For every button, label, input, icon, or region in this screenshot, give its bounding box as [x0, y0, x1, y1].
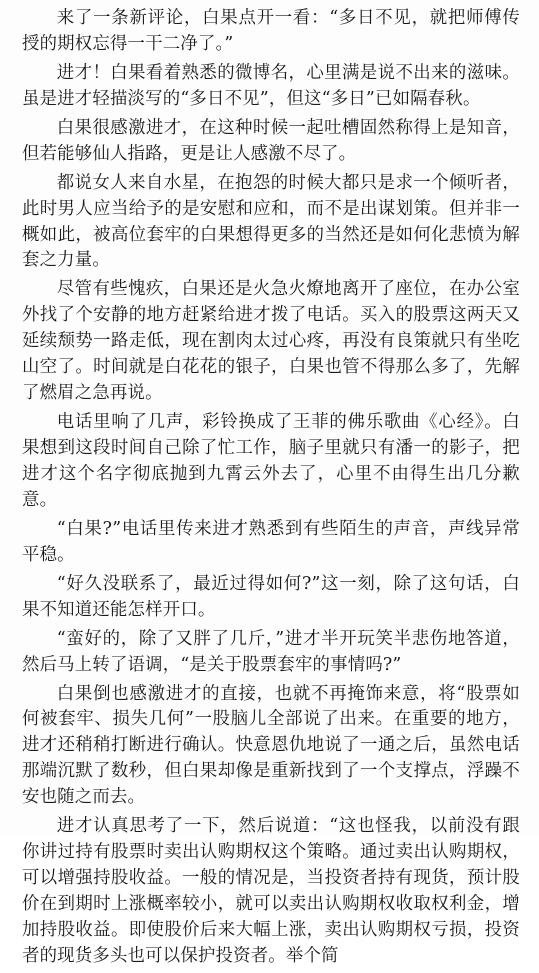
paragraph: 都说女人来自水星，在抱怨的时候大都只是求一个倾听者，此时男人应当给予的是安慰和应和，而不是出谋划策。但并非一概如此，被高位套牢的白果想得更多的当然还是如何化悲愤为解套之力量。 [22, 172, 520, 271]
paragraph: 电话里响了几声，彩铃换成了王菲的佛乐歌曲《心经》。白果想到这段时间自己除了忙工作，脑子里就只有潘一的影子，把进才这个名字彻底抛到九霄云外去了，心里不由得生出几分歉意。 [22, 412, 520, 510]
paragraph: “白果?”电话里传来进才熟悉到有些陌生的声音，声线异常平稳。 [22, 518, 520, 565]
paragraph: “好久没联系了，最近过得如何?”这一刻，除了这句话，白果不知道还能怎样开口。 [22, 573, 520, 620]
paragraph: 白果倒也感激进才的直接，也就不再掩饰来意，将“股票如何被套牢、损失几何”一股脑儿全部说了出来。在重要的地方，进才还稍稍打断进行确认。快意恩仇地说了一通之后，虽然电话那端沉默了数秒，但白果却像是重新找到了一个支撑点，浮躁不安也随之而去。 [22, 683, 520, 808]
paragraph: 白果很感激进才，在这种时候一起吐槽固然称得上是知音，但若能够仙人指路，更是让人感激不尽了。 [22, 117, 520, 164]
paragraph: 来了一条新评论，白果点开一看：“多日不见，就把师傅传授的期权忘得一干二净了。” [22, 8, 520, 54]
paragraph: “蛮好的，除了又胖了几斤，”进才半开玩笑半悲伤地答道，然后马上转了语调，“是关于股票套牢的事情吗?” [22, 628, 520, 675]
paragraph: 进才认真思考了一下，然后说道：“这也怪我，以前没有跟你讲过持有股票时卖出认购期权这个策略。通过卖出认购期权，可以增强持股收益。一般的情况是，当投资者持有现货，预计股价在到期时上涨概率较小，就可以卖出认购期权收取权利金，增加持股收益。即使股价后来大幅上涨，卖出认购期权亏损，投资者的现货多头也可以保护投资者。举个简 [22, 816, 520, 966]
body-text [22, 6, 520, 973]
paragraph: 尽管有些愧疚，白果还是火急火燎地离开了座位，在办公室外找了个安静的地方赶紧给进才拨了电话。买入的股票这两天又延续颓势一路走低，现在割肉太过心疼，再没有良策就只有坐吃山空了。时间就是白花花的银子，白果也管不得那么多了，先解了燃眉之急再说。 [22, 279, 520, 404]
paragraph: 进才！白果看着熟悉的微博名，心里满是说不出来的滋味。虽是进才轻描淡写的“多日不见”，但这“多日”已如隔春秋。 [22, 62, 520, 109]
